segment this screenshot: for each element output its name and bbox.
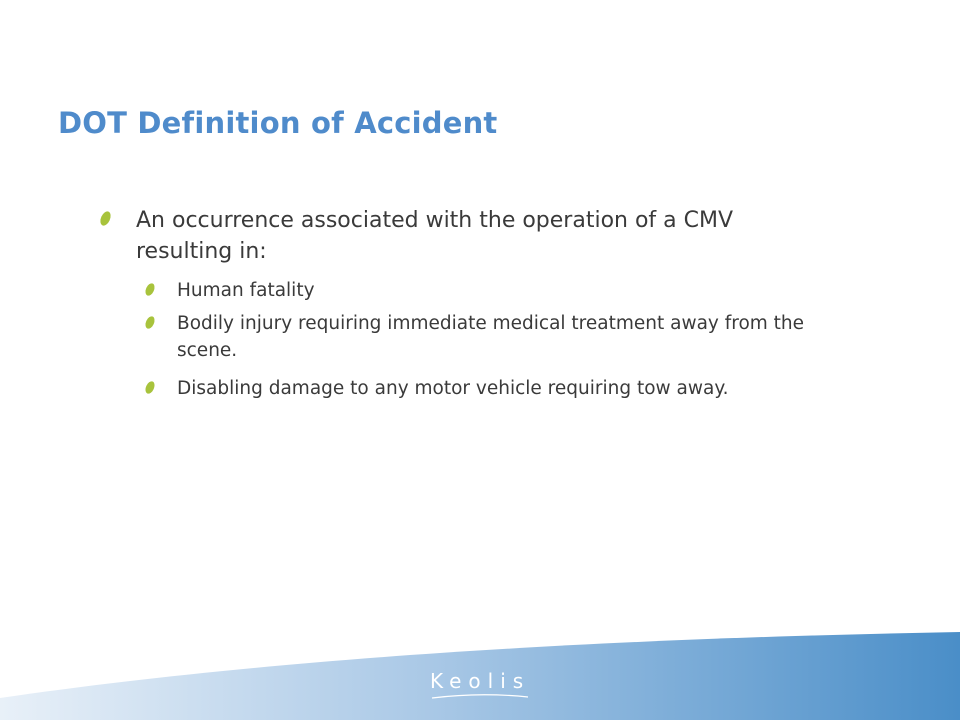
keolis-logo: Keolis <box>430 669 531 693</box>
sub-bullet-item-text: Bodily injury requiring immediate medical treatment away from the scene. <box>177 313 805 361</box>
slide-title: DOT Definition of Accident <box>58 106 498 140</box>
bullet-item-text: An occurrence associated with the operation of a CMV resulting in: <box>136 208 734 264</box>
footer-wave <box>0 600 960 720</box>
leaf-bullet-icon <box>144 380 157 395</box>
keolis-swoosh-icon <box>430 692 530 702</box>
sub-bullet-item-text: Disabling damage to any motor vehicle requiring tow away. <box>177 378 729 399</box>
leaf-bullet-icon <box>98 210 112 227</box>
sub-bullet-item-text: Human fatality <box>177 280 315 301</box>
leaf-bullet-icon <box>144 315 157 330</box>
leaf-bullet-icon <box>144 282 157 297</box>
